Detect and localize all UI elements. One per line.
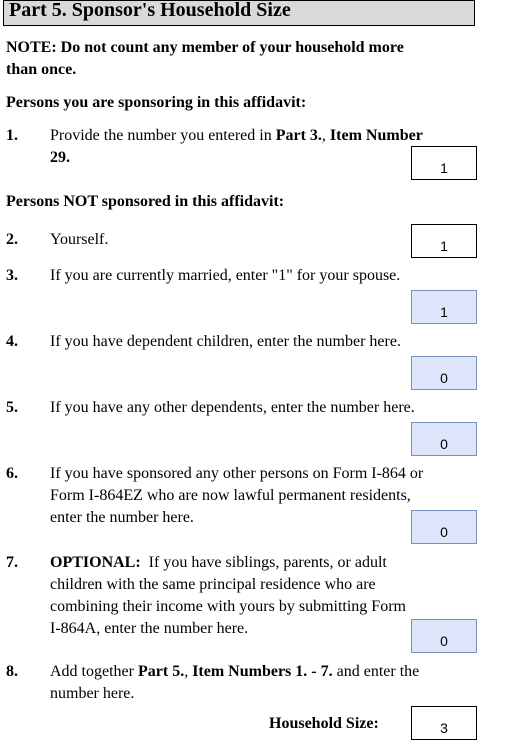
item-4-field[interactable]: 0 <box>411 356 477 390</box>
part-title: Part 5. Sponsor's Household Size <box>9 0 291 21</box>
note-line-1: NOTE: Do not count any member of your household more <box>6 39 404 56</box>
part-5-header <box>3 0 475 26</box>
item-1-text: Provide the number you entered in Part 3., Item Number <box>50 127 423 144</box>
item-2-field[interactable]: 1 <box>411 224 477 258</box>
item-3-field[interactable]: 1 <box>411 290 477 324</box>
item-6-text-line-3: enter the number here. <box>50 509 194 526</box>
item-3-number: 3. <box>6 267 18 284</box>
section-heading-not-sponsored: Persons NOT sponsored in this affidavit: <box>6 193 285 210</box>
note-line-2: than once. <box>6 61 77 78</box>
item-1-text-line-2: 29. <box>50 149 70 166</box>
item-2-text: Yourself. <box>50 231 109 248</box>
item-7-number: 7. <box>6 554 18 571</box>
item-1-number: 1. <box>6 127 18 144</box>
item-8-number: 8. <box>6 663 18 680</box>
item-4-text: If you have dependent children, enter the number here. <box>50 333 401 350</box>
item-4-number: 4. <box>6 333 18 350</box>
item-5-text: If you have any other dependents, enter the number here. <box>50 399 415 416</box>
item-7-field[interactable]: 0 <box>411 619 477 653</box>
item-7-text-line-4: I-864A, enter the number here. <box>50 620 249 637</box>
item-5-field[interactable]: 0 <box>411 422 477 456</box>
item-8-text-line-2: number here. <box>50 685 135 702</box>
item-3-text: If you are currently married, enter "1" for your spouse. <box>50 267 401 284</box>
item-6-field[interactable]: 0 <box>411 510 477 544</box>
item-7-text-line-2: children with the same principal residence who are <box>50 576 376 593</box>
item-1-field[interactable]: 1 <box>411 146 477 180</box>
household-size-label: Household Size: <box>269 715 379 732</box>
item-7-text-line-1: OPTIONAL: If you have siblings, parents, or adult <box>50 554 387 571</box>
item-5-number: 5. <box>6 399 18 416</box>
item-7-text-line-3: combining their income with yours by submitting Form <box>50 598 406 615</box>
item-2-number: 2. <box>6 231 18 248</box>
item-6-text-line-1: If you have sponsored any other persons on Form I-864 or <box>50 465 424 482</box>
household-size-field[interactable]: 3 <box>411 706 477 740</box>
section-heading-sponsored: Persons you are sponsoring in this affidavit: <box>6 94 307 111</box>
item-6-text-line-2: Form I-864EZ who are now lawful permanent residents, <box>50 487 411 504</box>
item-6-number: 6. <box>6 465 18 482</box>
item-8-text-line-1: Add together Part 5., Item Numbers 1. - 7. and enter the <box>50 663 420 680</box>
